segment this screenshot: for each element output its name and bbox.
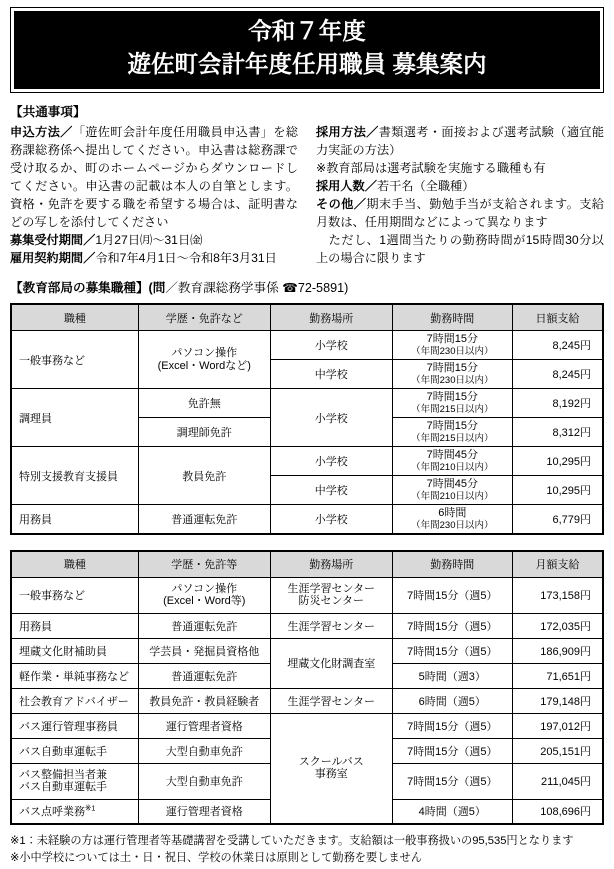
cell-pay: 211,045円 [512, 763, 603, 799]
table1-header-job: 職種 [11, 304, 138, 331]
common-heading: 【共通事項】 [10, 105, 86, 119]
cell-place: 中学校 [270, 476, 392, 505]
education-section-title [10, 279, 604, 297]
cell-place: 埋蔵文化財調査室 [270, 638, 392, 688]
table-row-general-elementary [11, 331, 603, 360]
place-line2: 事務室 [314, 768, 348, 781]
time-line2: （年間210日以内） [411, 461, 494, 473]
cell-license: 大型自動車免許 [138, 763, 270, 799]
cell-pay: 179,148円 [512, 688, 603, 713]
cell-place: 小学校 [270, 447, 392, 476]
table2-header-pay: 月額支給 [512, 551, 603, 578]
cell-time [392, 360, 512, 389]
paragraph-headcount [316, 177, 604, 195]
table-row-cultural-assistant [11, 638, 603, 663]
cell-pay: 172,035円 [512, 613, 603, 638]
cell-time [392, 505, 512, 534]
common-section [10, 103, 604, 267]
label-headcount: 採用人数／ [316, 179, 377, 193]
paragraph-contract [10, 249, 298, 267]
cell-pay: 6,779円 [512, 505, 603, 534]
cell-time: 6時間（週5） [392, 688, 512, 713]
cell-job: 一般事務など [11, 331, 138, 389]
time-line1: 6時間 [438, 507, 467, 519]
cell-pay: 197,012円 [512, 713, 603, 738]
cell-place: 中学校 [270, 360, 392, 389]
cell-time: 5時間（週3） [392, 663, 512, 688]
paragraph-selection [316, 123, 604, 159]
cell-time: 7時間15分（週5） [392, 577, 512, 613]
text-accept-period: 1月27日㈪～31日㈮ [95, 233, 203, 247]
table-row-bus-operation-clerk [11, 713, 603, 738]
license-line2: (Excel・Word等) [163, 595, 246, 607]
label-selection-method: 採用方法／ [316, 125, 379, 139]
cell-license: 普通運転免許 [138, 505, 270, 534]
cell-job [11, 799, 138, 824]
table-row-janitor-center [11, 613, 603, 638]
paragraph-selection-note [316, 159, 604, 177]
cell-job [11, 763, 138, 799]
cell-license: 調理師免許 [138, 418, 270, 447]
table-row-education-advisor [11, 688, 603, 713]
cell-pay: 8,312円 [512, 418, 603, 447]
label-accept-period: 募集受付期間／ [10, 233, 96, 247]
label-other: その他／ [316, 197, 367, 211]
text-selection-method: 書類選考・面接および選考試験（適宜能力実証の方法） [316, 125, 605, 157]
title-banner-inner [14, 11, 600, 89]
cell-time: 7時間15分（週5） [392, 613, 512, 638]
cell-license: 教員免許 [138, 447, 270, 505]
time-line2: （年間230日以内） [411, 374, 494, 386]
time-line1: 7時間15分 [426, 333, 478, 346]
time-line1: 7時間45分 [426, 449, 478, 462]
place-line2: 防災センター [298, 595, 365, 607]
cell-pay: 173,158円 [512, 577, 603, 613]
footnote-marker: ※1 [85, 803, 96, 813]
title-line-year: 令和７年度 [248, 18, 366, 44]
table1-header-time: 勤務時間 [392, 304, 512, 331]
cell-job: 社会教育アドバイザー [11, 688, 138, 713]
table1-header-pay: 日額支給 [512, 304, 603, 331]
place-line1: 生涯学習センター [287, 582, 376, 595]
time-line2: （年間215日以内） [411, 403, 494, 415]
cell-time [392, 389, 512, 418]
table1-header-license: 学歴・免許など [138, 304, 270, 331]
time-line1: 7時間15分 [426, 362, 478, 375]
cell-pay: 205,151円 [512, 738, 603, 763]
cell-job: 特別支援教育支援員 [11, 447, 138, 505]
cell-job: バス運行管理事務員 [11, 713, 138, 738]
time-line2: （年間210日以内） [411, 490, 494, 502]
cell-job: 一般事務など [11, 577, 138, 613]
job-text: バス点呼業務 [19, 806, 85, 819]
cell-place [270, 577, 392, 613]
common-left-column [10, 123, 298, 267]
table1-header-place: 勤務場所 [270, 304, 392, 331]
cell-time [392, 447, 512, 476]
cell-license: 普通運転免許 [138, 663, 270, 688]
job-line1: バス整備担当者兼 [19, 768, 107, 781]
education-daily-pay-table [10, 303, 604, 535]
cell-pay: 8,245円 [512, 331, 603, 360]
text-application-method: 「遊佐町会計年度任用職員申込書」を総務課総務係へ提出してください。申込書は総務課で受け取るか、町のホームページからダウンロードしてください。申込書の記載は本人の自筆とします。資格・免許を要する職を希望する場合は、証明書などの写しを添付してください [10, 125, 299, 229]
cell-license: 運行管理者資格 [138, 799, 270, 824]
table2-header-time: 勤務時間 [392, 551, 512, 578]
monthly-pay-table [10, 550, 604, 826]
cell-place: 生涯学習センター [270, 688, 392, 713]
cell-job: 用務員 [11, 505, 138, 534]
time-line2: （年間215日以内） [411, 432, 494, 444]
label-application-method: 申込方法／ [10, 125, 73, 139]
cell-job: 埋蔵文化財補助員 [11, 638, 138, 663]
text-contract-period: 令和7年4月1日～令和8年3月31日 [95, 251, 277, 265]
table-row-janitor [11, 505, 603, 534]
text-other: 期末手当、勤勉手当が支給されます。支給月数は、任用期間などによって異なります [316, 197, 604, 229]
table2-header-place: 勤務場所 [270, 551, 392, 578]
text-selection-note: ※教育部局は選考試験を実施する職種も有 [316, 161, 546, 175]
table2-header-license: 学歴・免許等 [138, 551, 270, 578]
cell-time [392, 476, 512, 505]
cell-license: 運行管理者資格 [138, 713, 270, 738]
paragraph-application [10, 123, 298, 231]
time-line1: 7時間15分 [426, 391, 478, 404]
license-line2: (Excel・Wordなど) [157, 359, 251, 372]
table-row-support-elementary [11, 447, 603, 476]
time-line2: （年間230日以内） [411, 345, 494, 357]
time-line2: （年間230日以内） [411, 519, 494, 531]
cell-place: 小学校 [270, 331, 392, 360]
cell-time: 7時間15分（週5） [392, 713, 512, 738]
phone-number: ☎72-5891) [282, 281, 349, 295]
cell-license: 学芸員・発掘員資格他 [138, 638, 270, 663]
cell-pay: 108,696円 [512, 799, 603, 824]
cell-time: 7時間15分（週5） [392, 763, 512, 799]
title-line-main: 遊佐町会計年度任用職員 募集案内 [127, 51, 487, 77]
table-row-general-office [11, 577, 603, 613]
cell-pay: 186,909円 [512, 638, 603, 663]
cell-place: 生涯学習センター [270, 613, 392, 638]
cell-time: 7時間15分（週5） [392, 638, 512, 663]
common-columns [10, 123, 604, 267]
paragraph-period [10, 231, 298, 249]
footnote-2: ※小中学校については土・日・祝日、学校の休業日は原則として勤務を要しません [10, 852, 422, 864]
cell-job: 調理員 [11, 389, 138, 447]
paragraph-other [316, 195, 604, 231]
cell-time: 4時間（週5） [392, 799, 512, 824]
text-headcount: 若干名（全職種） [376, 179, 475, 193]
cell-place: 小学校 [270, 389, 392, 447]
text-other-condition: ただし、1週間当たりの勤務時間が15時間30分以上の場合に限ります [316, 233, 604, 265]
table-row-cook-nolicense [11, 389, 603, 418]
cell-pay: 8,192円 [512, 389, 603, 418]
education-section-title-bold: 【教育部局の募集職種】(問 [10, 281, 166, 295]
cell-pay: 8,245円 [512, 360, 603, 389]
common-right-column [316, 123, 604, 267]
cell-pay: 10,295円 [512, 447, 603, 476]
cell-time [392, 418, 512, 447]
cell-pay: 10,295円 [512, 476, 603, 505]
cell-license: 普通運転免許 [138, 613, 270, 638]
cell-time [392, 331, 512, 360]
cell-license [138, 331, 270, 389]
time-line1: 7時間15分 [426, 420, 478, 433]
footer-notes [10, 833, 604, 867]
cell-job: 軽作業・単純事務など [11, 663, 138, 688]
cell-license: 免許無 [138, 389, 270, 418]
cell-license [138, 577, 270, 613]
time-line1: 7時間45分 [426, 478, 478, 491]
license-line1: パソコン操作 [171, 582, 238, 595]
cell-place: 小学校 [270, 505, 392, 534]
footnote-1: ※1：未経験の方は運行管理者等基礎講習を受講していただきます。支給額は一般事務扱いの95,535円となります [10, 835, 574, 847]
cell-job: 用務員 [11, 613, 138, 638]
license-line1: パソコン操作 [171, 347, 238, 359]
paragraph-other-condition [316, 231, 604, 267]
cell-job: バス自動車運転手 [11, 738, 138, 763]
job-line2: バス自動車運転手 [19, 781, 107, 793]
cell-license: 大型自動車免許 [138, 738, 270, 763]
cell-time: 7時間15分（週5） [392, 738, 512, 763]
education-section-title-rest: ／教育課総務学事係 [165, 281, 283, 295]
table1-header-row [11, 304, 603, 331]
label-contract-period: 雇用契約期間／ [10, 251, 96, 265]
title-banner [10, 7, 604, 93]
table2-header-job: 職種 [11, 551, 138, 578]
cell-pay: 71,651円 [512, 663, 603, 688]
table2-header-row [11, 551, 603, 578]
place-line1: スクールバス [298, 755, 364, 768]
cell-license: 教員免許・教員経験者 [138, 688, 270, 713]
cell-place [270, 713, 392, 824]
